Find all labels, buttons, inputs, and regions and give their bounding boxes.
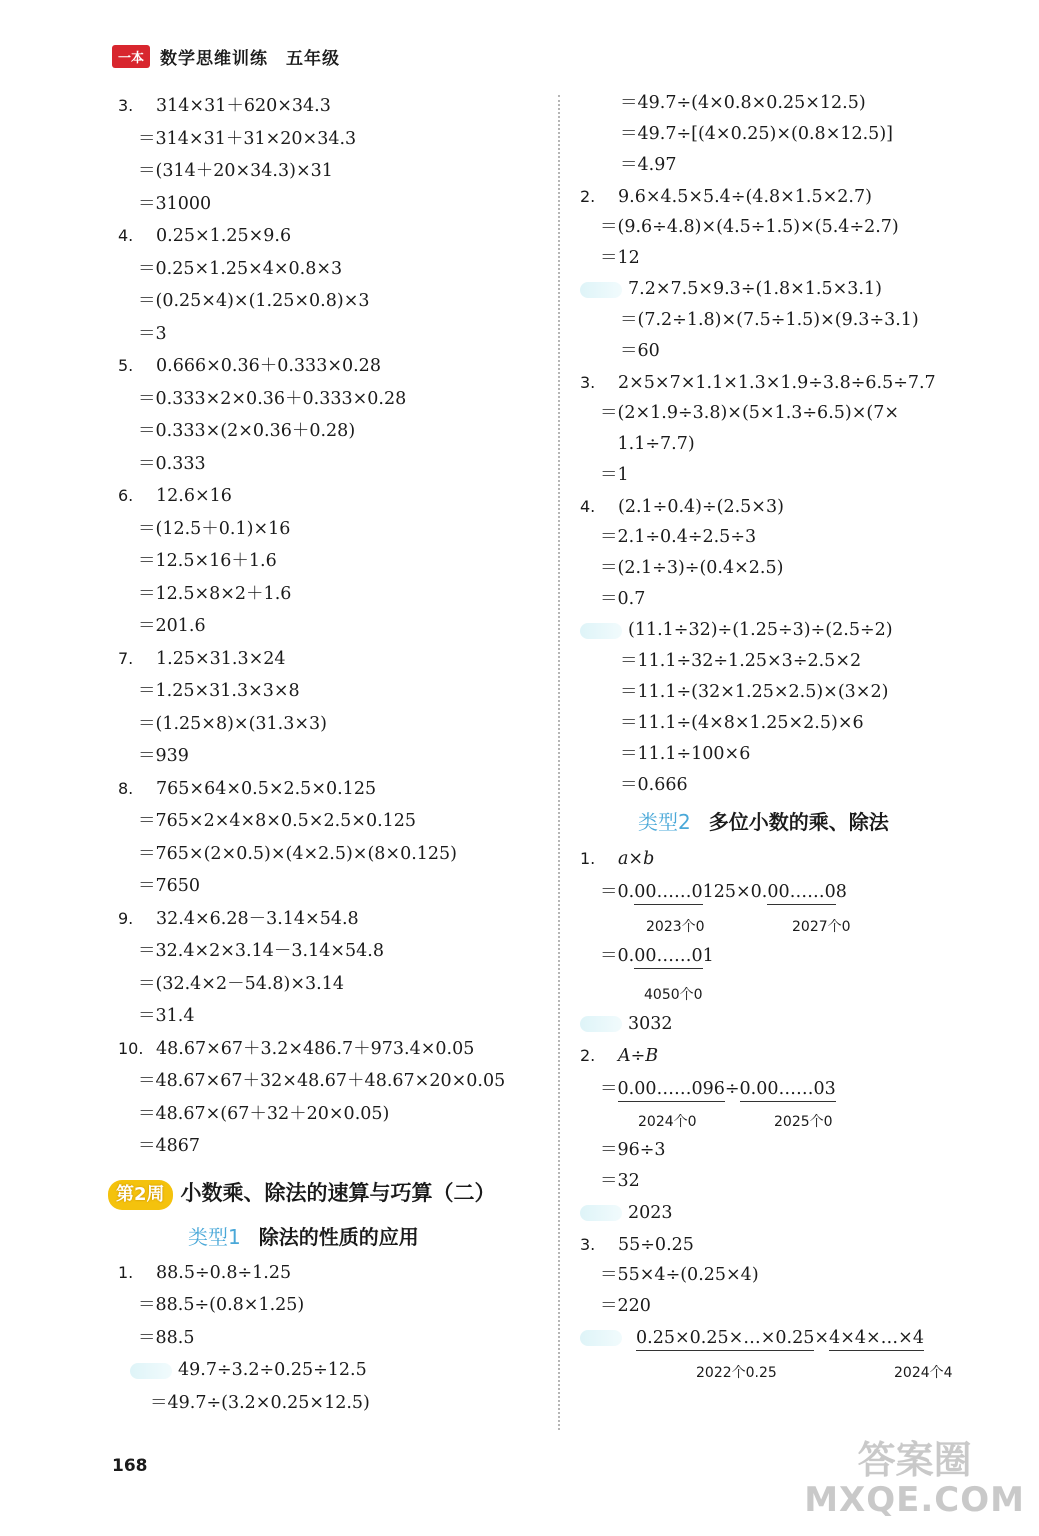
brace-label: 2023个0 <box>646 918 705 935</box>
item-number: 4. <box>580 497 596 516</box>
braced-part: 00……0 <box>767 882 835 905</box>
expression: 55÷0.25 <box>618 1235 694 1255</box>
step-line: ＝31000 <box>138 193 212 214</box>
problem-first-line <box>118 1033 548 1066</box>
t2-item1-line1 <box>580 876 1020 940</box>
brace-label: 4050个0 <box>644 986 703 1003</box>
item-number: 3. <box>580 1235 596 1254</box>
step-line: ＝32.4×2×3.14－3.14×54.8 <box>138 941 384 961</box>
item-number: 6. <box>118 486 134 505</box>
expression: 314×31＋620×34.3 <box>156 96 331 116</box>
step-line: ＝55×4÷(0.25×4) <box>600 1265 759 1285</box>
step-line: ＝31.4 <box>138 1006 195 1026</box>
braced-part: 0.00……096 <box>618 1079 725 1102</box>
week-section-heading <box>108 1169 548 1217</box>
problem-first-line <box>118 90 548 123</box>
t2-item1-line2 <box>580 940 1020 1008</box>
problem-first-line <box>118 903 548 936</box>
answer: 3032 <box>628 1013 673 1034</box>
braced-expression <box>600 940 714 972</box>
step-line: ＝765×(2×0.5)×(4×2.5)×(8×0.125) <box>138 843 458 864</box>
page-number: 168 <box>112 1456 148 1476</box>
column-divider <box>558 95 560 1430</box>
section-title: 小数乘、除法的速算与巧算（二） <box>180 1180 496 1205</box>
step-line: ＝60 <box>620 341 660 361</box>
item-number: 9. <box>118 908 134 928</box>
item-number: 8. <box>118 778 134 798</box>
braced-part: 0.25×0.25×…×0.25 <box>636 1328 814 1351</box>
step-line: ＝(0.25×4)×(1.25×0.8)×3 <box>138 291 370 311</box>
left-column <box>118 90 548 1419</box>
brace-label: 2022个0.25 <box>696 1365 777 1381</box>
braced-part: 4×4×…×4 <box>829 1328 924 1351</box>
watermark-text: 答案圈 <box>857 1438 972 1482</box>
step-line: ＝3 <box>138 323 167 344</box>
expression: 48.67×67＋3.2×486.7＋973.4×0.05 <box>156 1038 475 1059</box>
step-line: ＝(9.6÷4.8)×(4.5÷1.5)×(5.4÷2.7) <box>600 217 899 237</box>
step-line: ＝32 <box>600 1170 640 1191</box>
problem-first-line <box>118 350 548 383</box>
t2-item3-first <box>580 1229 1020 1260</box>
answer: 2023 <box>628 1202 673 1223</box>
right-column <box>580 88 1020 1382</box>
left-items <box>118 90 548 1163</box>
expression: (2.1÷0.4)÷(2.5×3) <box>618 497 784 517</box>
problem-first-line <box>118 773 548 806</box>
type1-heading <box>118 1217 548 1257</box>
step-line: ＝0.666 <box>620 775 688 795</box>
step-line: ＝49.7÷(3.2×0.25×12.5) <box>150 1392 370 1413</box>
expr-part: 8 <box>835 881 847 902</box>
t2-item2-first <box>580 1040 1020 1073</box>
brace-label: 2024个0 <box>638 1113 697 1130</box>
braced-part: 00……0 <box>634 882 702 905</box>
step-line: ＝1 <box>600 465 629 485</box>
step-line: ＝7650 <box>138 876 201 896</box>
step-line: ＝11.1÷(4×8×1.25×2.5)×6 <box>620 713 864 733</box>
right-items-a <box>580 181 1020 801</box>
header-title: 数学思维训练 五年级 <box>160 48 341 69</box>
item-number: 1. <box>580 849 596 868</box>
expr-part: ＝0. <box>600 945 635 966</box>
type2-heading <box>580 801 1020 843</box>
problem-first-line <box>580 615 1020 646</box>
extension-badge-icon <box>580 623 622 639</box>
step-line: ＝0.25×1.25×4×0.8×3 <box>138 258 343 279</box>
step-line: 1.1÷7.7) <box>600 434 695 454</box>
expr-part: ＝ <box>600 1078 618 1099</box>
expr-part: ＝0. <box>600 881 635 902</box>
t1-ext-first <box>118 1354 548 1387</box>
step-line: ＝88.5÷(0.8×1.25) <box>138 1295 305 1315</box>
step-line: ＝49.7÷(4×0.8×0.25×12.5) <box>620 93 866 113</box>
extension-badge-icon <box>130 1363 172 1379</box>
step-line: ＝4.97 <box>620 155 677 175</box>
step-line: ＝(1.25×8)×(31.3×3) <box>138 713 327 734</box>
item-number: 2. <box>580 1046 596 1065</box>
step-line: ＝1.25×31.3×3×8 <box>138 681 300 701</box>
expr-part: 125×0. <box>702 881 768 902</box>
brace-label: 2027个0 <box>792 918 851 935</box>
item-number: 10. <box>118 1038 144 1058</box>
expression: 7.2×7.5×9.3÷(1.8×1.5×3.1) <box>628 279 882 299</box>
step-line: ＝0.333×2×0.36＋0.333×0.28 <box>138 388 407 409</box>
step-line: ＝48.67×(67＋32＋20×0.05) <box>138 1103 390 1124</box>
step-line: ＝(314＋20×34.3)×31 <box>138 161 333 181</box>
type2-title: 多位小数的乘、除法 <box>708 810 889 834</box>
step-line: ＝(2×1.9÷3.8)×(5×1.3÷6.5)×(7× <box>600 403 900 423</box>
problem-first-line <box>118 643 548 676</box>
expression: 12.6×16 <box>156 486 232 506</box>
extension-badge-icon <box>580 1205 622 1221</box>
step-line: ＝12 <box>600 248 640 268</box>
braced-part: 00……0 <box>634 946 702 969</box>
extension-badge-icon <box>580 1330 622 1346</box>
item-number: 2. <box>580 187 596 206</box>
braced-expression <box>600 1073 836 1105</box>
expression: 1.25×31.3×24 <box>156 648 286 669</box>
extension-badge-icon <box>580 282 622 298</box>
step-line: ＝12.5×8×2＋1.6 <box>138 583 292 604</box>
item-number: 4. <box>118 226 134 245</box>
step-line: ＝(7.2÷1.8)×(7.5÷1.5)×(9.3÷3.1) <box>620 310 919 330</box>
step-line: ＝939 <box>138 746 189 766</box>
braced-part: 0.00……03 <box>740 1079 836 1102</box>
expr-part: × <box>814 1328 830 1348</box>
expr-part: 1 <box>702 945 714 966</box>
page-header <box>112 42 340 70</box>
expression: A÷B <box>618 1046 659 1066</box>
expression: (11.1÷32)÷(1.25÷3)÷(2.5÷2) <box>628 620 893 640</box>
week-badge: 第2周 <box>108 1180 173 1210</box>
braced-expression <box>636 1322 924 1354</box>
brace-label: 2025个0 <box>774 1113 833 1130</box>
t1-item1-first <box>118 1257 548 1290</box>
type2-label: 类型2 <box>638 810 691 834</box>
problem-first-line <box>580 491 1020 522</box>
problem-first-line <box>118 480 548 513</box>
expr-part: ÷ <box>724 1078 740 1099</box>
watermark-url: MXQE.COM <box>804 1480 1025 1520</box>
problem-first-line <box>118 220 548 253</box>
expression: 9.6×4.5×5.4÷(4.8×1.5×2.7) <box>618 187 872 207</box>
step-line: ＝96÷3 <box>600 1139 666 1160</box>
type1-title: 除法的性质的应用 <box>258 1224 419 1249</box>
t2-item1-first <box>580 843 1020 876</box>
expression: 765×64×0.5×2.5×0.125 <box>156 778 377 799</box>
item-number: 1. <box>118 1262 134 1282</box>
step-line: ＝314×31＋31×20×34.3 <box>138 128 357 149</box>
step-line: ＝2.1÷0.4÷2.5÷3 <box>600 527 757 547</box>
step-line: ＝0.333×(2×0.36＋0.28) <box>138 421 356 441</box>
step-line: ＝0.333 <box>138 453 206 474</box>
step-line: ＝201.6 <box>138 616 206 636</box>
step-line: ＝11.1÷100×6 <box>620 744 751 764</box>
step-line: ＝12.5×16＋1.6 <box>138 551 277 571</box>
step-line: ＝765×2×4×8×0.5×2.5×0.125 <box>138 811 417 831</box>
step-line: ＝11.1÷(32×1.25×2.5)×(3×2) <box>620 682 889 702</box>
problem-first-line <box>580 181 1020 212</box>
step-line: ＝(32.4×2－54.8)×3.14 <box>138 973 345 994</box>
item-number: 7. <box>118 648 134 668</box>
step-line: ＝11.1÷32÷1.25×3÷2.5×2 <box>620 651 862 671</box>
problem-first-line <box>580 367 1020 398</box>
type1-label: 类型1 <box>188 1224 241 1249</box>
brand-logo: 一本 <box>112 45 150 68</box>
braced-expression <box>600 876 847 908</box>
step-line: ＝0.7 <box>600 589 646 609</box>
step-line: ＝(12.5＋0.1)×16 <box>138 518 291 539</box>
step-line: ＝4867 <box>138 1136 201 1156</box>
expression: 49.7÷3.2÷0.25÷12.5 <box>178 1360 367 1380</box>
t2-item3-ext <box>580 1322 1020 1382</box>
expression: 88.5÷0.8÷1.25 <box>156 1262 292 1283</box>
expression: 32.4×6.28－3.14×54.8 <box>156 908 359 929</box>
watermark-logo <box>804 1440 1025 1520</box>
brace-label: 2024个4 <box>894 1365 953 1381</box>
item-number: 3. <box>118 96 134 115</box>
step-line: ＝220 <box>600 1296 651 1316</box>
extension-badge-icon <box>580 1016 622 1032</box>
step-line: ＝88.5 <box>138 1327 195 1348</box>
item-number: 3. <box>580 373 596 392</box>
expression: 2×5×7×1.1×1.3×1.9÷3.8÷6.5÷7.7 <box>618 373 936 393</box>
expression: 0.25×1.25×9.6 <box>156 226 292 246</box>
step-line: ＝49.7÷[(4×0.25)×(0.8×12.5)] <box>620 124 893 144</box>
expression: 0.666×0.36＋0.333×0.28 <box>156 356 381 376</box>
expression: a×b <box>618 849 655 869</box>
t2-item1-ext <box>580 1008 1020 1041</box>
t2-item2-ext <box>580 1197 1020 1230</box>
step-line: ＝(2.1÷3)÷(0.4×2.5) <box>600 558 784 578</box>
problem-first-line <box>580 274 1020 305</box>
item-number: 5. <box>118 356 134 375</box>
step-line: ＝48.67×67＋32×48.67＋48.67×20×0.05 <box>138 1071 506 1091</box>
t2-item2-line1 <box>580 1073 1020 1135</box>
